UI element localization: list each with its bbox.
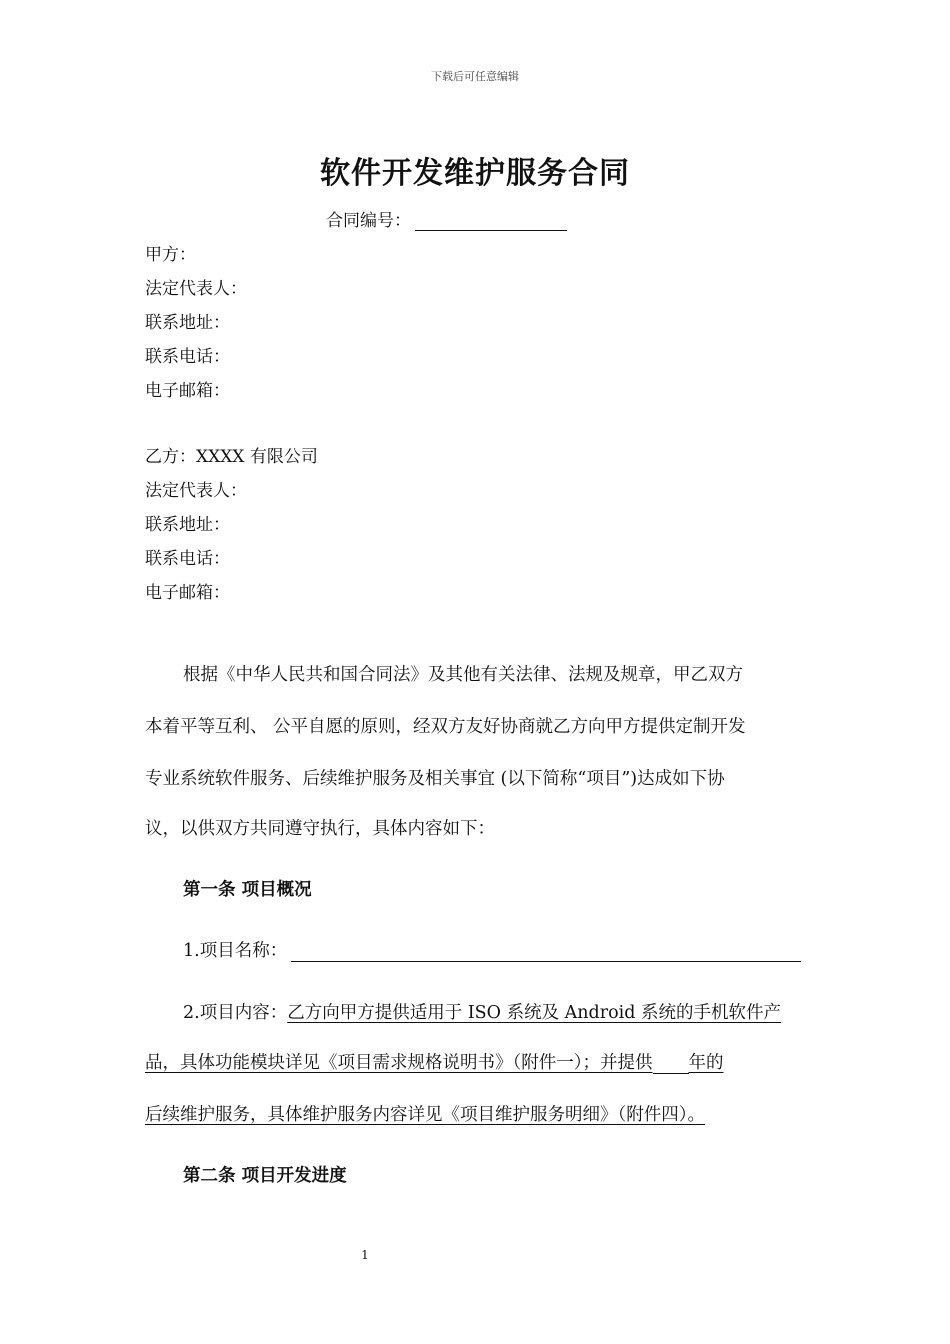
project-content-line-2	[145, 1049, 724, 1074]
contract-number-field	[326, 206, 567, 231]
page-header: 下载后可任意编辑	[431, 70, 519, 83]
project-name-blank	[291, 945, 801, 962]
project-name-field	[183, 937, 801, 962]
party-a-address: 联系地址：	[145, 313, 230, 333]
contract-number-blank	[415, 216, 567, 231]
preamble-line: 根据《中华人民共和国合同法》及其他有关法律、法规及规章，甲乙双方	[183, 665, 743, 685]
party-b-name: 乙方：XXXX 有限公司	[145, 447, 318, 467]
party-b-email: 电子邮箱：	[145, 583, 230, 603]
project-content-line-3	[145, 1101, 705, 1126]
project-content-text: 品，具体功能模块详见《项目需求规格说明书》（附件一）；并提供	[145, 1053, 653, 1073]
project-content-line-1	[183, 999, 781, 1024]
document-title: 软件开发维护服务合同	[320, 156, 630, 191]
preamble-line: 专业系统软件服务、后续维护服务及相关事宜 (以下简称“项目”)达成如下协	[145, 769, 725, 789]
article-1-heading: 第一条 项目概况	[183, 880, 312, 900]
party-b-representative: 法定代表人：	[145, 481, 247, 501]
page-number: 1	[361, 1248, 369, 1262]
contract-number-label: 合同编号：	[326, 211, 411, 231]
project-content-text: 乙方向甲方提供适用于 ISO 系统及 Android 系统的手机软件产	[287, 1003, 782, 1023]
project-content-label: 2.项目内容：	[183, 1003, 288, 1023]
preamble-line: 议，以供双方共同遵守执行，具体内容如下：	[145, 819, 495, 839]
project-content-text: 年的	[688, 1053, 724, 1073]
party-a-name: 甲方：	[145, 245, 196, 265]
project-name-label: 1.项目名称：	[183, 941, 288, 961]
party-a-phone: 联系电话：	[145, 347, 230, 367]
preamble-line: 本着平等互利、 公平自愿的原则，经双方友好协商就乙方向甲方提供定制开发	[145, 717, 746, 737]
maintenance-years-blank	[653, 1057, 689, 1074]
party-a-representative: 法定代表人：	[145, 279, 247, 299]
party-b-address: 联系地址：	[145, 515, 230, 535]
party-b-phone: 联系电话：	[145, 549, 230, 569]
article-2-heading: 第二条 项目开发进度	[183, 1166, 347, 1186]
project-content-text: 后续维护服务，具体维护服务内容详见《项目维护服务明细》（附件四）。	[145, 1105, 705, 1125]
party-a-email: 电子邮箱：	[145, 381, 230, 401]
